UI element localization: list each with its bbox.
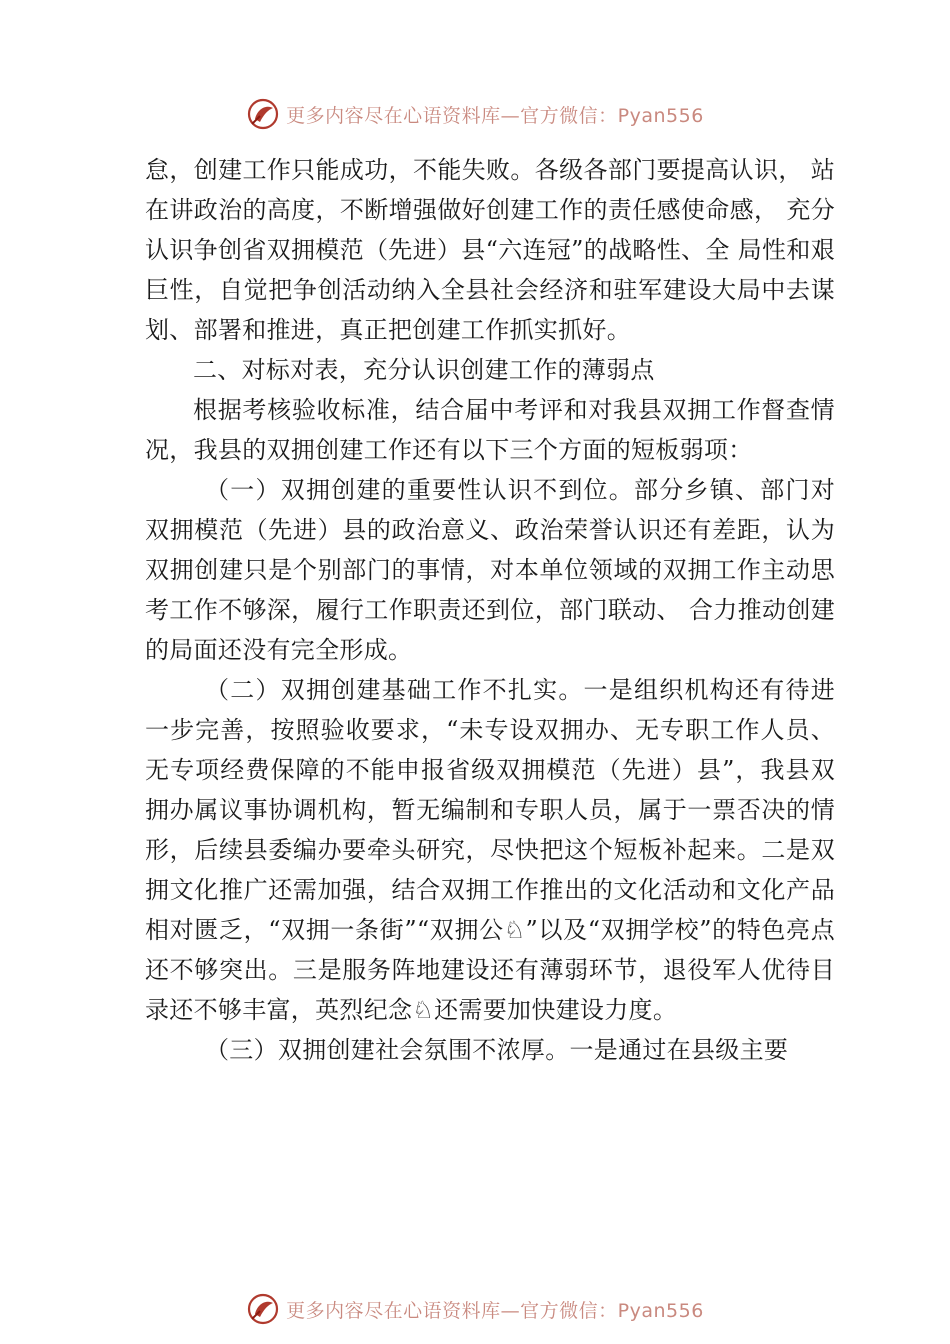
paragraph-5: （二）双拥创建基础工作不扎实。一是组织机构还有待进一步完善，按照验收要求，“未专设双拥办、无专职工作人员、无专项经费保障的不能申报省级双拥模范（先进）县”，我县双拥办属议事协调机构，暂无编制和专职人员，属于一票否决的情形，后续县委编办要牵头研究，尽快把这个短板补起来。二是双拥文化推广还需加强，结合双拥工作推出的文化活动和文化产品相对匮乏，“双拥一条街”“双拥公♘”以及“双拥学校”的特色亮点还不够突出。三是服务阵地建设还有薄弱环节，退役军人优待目录还不够丰富，英烈纪念♘还需要加快建设力度。 bbox=[145, 676, 835, 1024]
paragraph-4: （一）双拥创建的重要性认识不到位。部分乡镇、部门对双拥模范（先进）县的政治意义、政治荣誉认识还有差距，认为双拥创建只是个别部门的事情，对本单位领域的双拥工作主动思考工作不够深，履行工作职责还到位，部门联动、 合力推动创建的局面还没有完全形成。 bbox=[145, 476, 835, 664]
footer-tagline: 更多内容尽在心语资料库—官方微信： bbox=[286, 1299, 618, 1322]
header-banner bbox=[0, 94, 950, 134]
header-tagline: 更多内容尽在心语资料库—官方微信： bbox=[286, 104, 618, 127]
document-body bbox=[145, 150, 835, 1070]
paragraph-6: （三）双拥创建社会氛围不浓厚。一是通过在县级主要 bbox=[205, 1036, 789, 1064]
footer-banner bbox=[0, 1289, 950, 1329]
footer-text bbox=[286, 1296, 704, 1323]
header-text bbox=[286, 101, 704, 128]
footer-wechat-id: Pyan556 bbox=[617, 1299, 704, 1322]
paragraph-1: 怠，创建工作只能成功，不能失败。各级各部门要提高认识， 站在讲政治的高度，不断增强做好创建工作的责任感使命感， 充分认识争创省双拥模范（先进）县“六连冠”的战略性、全 局性和艰巨性，自觉把争创活动纳入全县社会经济和驻军建设大局中去谋划、部署和推进，真正把创建工作抓实抓好。 bbox=[145, 156, 835, 344]
brand-logo-icon bbox=[246, 97, 280, 131]
brand-logo-icon bbox=[246, 1292, 280, 1326]
header-wechat-id: Pyan556 bbox=[617, 104, 704, 127]
paragraph-3: 根据考核验收标准，结合届中考评和对我县双拥工作督查情况，我县的双拥创建工作还有以下三个方面的短板弱项： bbox=[145, 396, 835, 464]
section-heading-2: 二、对标对表，充分认识创建工作的薄弱点 bbox=[193, 356, 655, 384]
